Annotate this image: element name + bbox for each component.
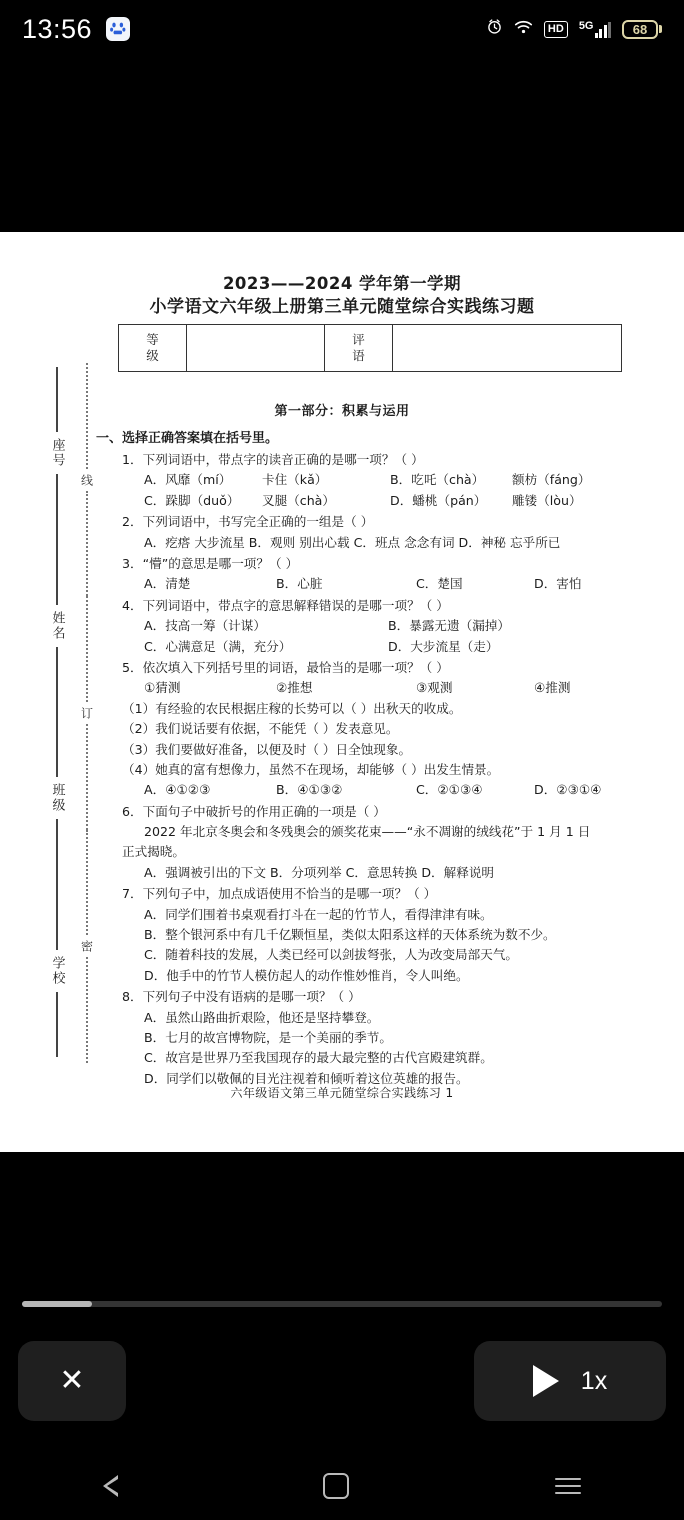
question-2-stem: 2．下列词语中，书写完全正确的一组是（ ） [122,514,374,530]
back-icon[interactable] [103,1475,118,1497]
grade-label-cell [119,325,187,371]
comment-label-char-1: 评 [352,332,365,348]
title-line-1: 2023——2024 学年第一学期 [222,274,462,293]
margin-label-school: 学校 [49,955,65,986]
question-body [96,428,660,1089]
section-heading: 一、选择正确答案填在括号里。 [96,431,279,446]
network-indicator [579,21,611,38]
question-3-option-c[interactable]: C．楚国 [416,576,463,592]
question-1-option-b2[interactable]: 额枋（fáng） [512,472,591,488]
question-3-option-d[interactable]: D．害怕 [534,576,582,592]
question-1 [100,450,660,511]
battery-level: 68 [622,20,658,39]
question-7 [100,884,660,986]
question-8-stem: 8．下列句子中没有语病的是哪一项？（ ） [122,989,361,1005]
question-5-word-4: ④推测 [534,680,571,696]
question-5-sub-2[interactable]: （2）我们说话要有依据，不能凭（ ）发表意见。 [122,721,399,737]
question-4-options-row-2 [100,637,660,657]
question-1-option-d2[interactable]: 雕镂（lòu） [512,492,582,508]
worksheet-title [0,232,684,320]
status-clock: 13:56 [22,13,93,44]
question-5-option-b[interactable]: B．④①③② [276,782,343,798]
question-7-option-b[interactable]: B．整个银河系中有几千亿颗恒星，类似太阳系这样的天体系统为数不少。 [144,927,556,943]
status-bar-left [22,14,130,45]
margin-label-class: 班级 [49,783,65,814]
seal-label-line: 线 [79,473,94,486]
question-6-stem: 6．下面句子中破折号的作用正确的一项是（ ） [122,803,386,819]
alarm-icon [486,18,503,40]
question-5-sub-3[interactable]: （3）我们要做好准备，以便及时（ ）日全蚀现象。 [122,741,412,757]
question-1-option-b[interactable]: B．吃吒（chà） [390,472,485,488]
question-8 [100,987,660,1089]
battery-indicator [622,20,662,39]
question-5-option-c[interactable]: C．②①③④ [416,782,483,798]
question-1-option-d[interactable]: D．蟠桃（pán） [390,492,487,508]
margin-field-school [48,885,67,1058]
baidu-icon [106,17,130,41]
seal-label-bind: 订 [79,707,94,719]
question-3-options [100,574,660,594]
question-8-option-d[interactable]: D．同学们以敬佩的目光注视着和倾听着这位英雄的报告。 [144,1070,469,1086]
question-3 [100,554,660,595]
question-5-word-bank [100,678,660,698]
question-7-option-d[interactable]: D．他手中的竹节人模仿起人的动作惟妙惟肖，令人叫绝。 [144,967,469,983]
question-1-stem: 1．下列词语中，带点字的读音正确的是哪一项？（ ） [122,452,424,468]
question-1-option-a[interactable]: A．风靡（mí） [144,472,232,488]
margin-field-labels [46,367,68,1057]
grade-comment-table [118,324,622,372]
question-5 [100,658,660,801]
margin-seal-column [28,367,94,1057]
question-4-option-c[interactable]: C．心满意足（满，充分） [144,638,292,654]
question-8-option-a[interactable]: A．虽然山路曲折艰险，他还是坚持攀登。 [144,1009,380,1025]
network-label: 5G [578,19,594,32]
question-5-option-a[interactable]: A．④①②③ [144,782,211,798]
signal-bars-icon [595,22,612,38]
play-icon[interactable] [533,1365,559,1397]
hd-icon: HD [544,21,568,38]
margin-field-name [48,540,67,713]
question-8-option-b[interactable]: B．七月的故宫博物院，是一个美丽的季节。 [144,1029,392,1045]
title-line-2: 小学语文六年级上册第三单元随堂综合实践练习题 [149,297,535,318]
question-4 [100,596,660,657]
question-7-option-c[interactable]: C．随着科技的发展，人类已经可以剑拔弩张，人为改变局部天气。 [144,947,519,963]
question-1-options-row-1 [100,470,660,490]
question-6-options[interactable]: A．强调被引出的下文 B．分项列举 C．意思转换 D．解释说明 [144,864,495,880]
question-6-passage-line-2: 正式揭晓。 [122,844,185,860]
question-1-options-row-2 [100,491,660,511]
grade-label-char-1: 等 [146,332,159,348]
margin-field-class [48,712,67,885]
question-2-options[interactable]: A．疙瘩 大步流星 B．观则 别出心载 C．班点 念念有词 D．神秘 忘乎所已 [144,534,561,550]
question-5-sub-4[interactable]: （4）她真的富有想像力，虽然不在现场，却能够（ ）出发生情景。 [122,761,500,777]
question-7-option-a[interactable]: A．同学们围着书桌观看打斗在一起的竹节人，看得津津有味。 [144,906,493,922]
question-1-option-c2[interactable]: 叉腿（chà） [262,492,335,508]
question-3-stem: 3．“懵”的意思是哪一项？（ ） [122,556,299,571]
seal-dotted-line [80,363,94,1063]
question-5-sub-1[interactable]: （1）有经验的农民根据庄稼的长势可以（ ）出秋天的收成。 [122,700,462,716]
margin-field-seat [48,367,67,540]
progress-bar-fill [22,1301,92,1307]
question-4-option-d[interactable]: D．大步流星（走） [388,638,499,654]
status-bar-right [486,18,662,40]
question-6-passage-line-1: 2022 年北京冬奥会和冬残奥会的颁奖花束——“永不凋谢的绒线花”于 1 月 1 日 [144,824,591,840]
status-bar [0,0,684,58]
close-button[interactable] [18,1341,126,1421]
document-page[interactable] [0,232,684,1152]
question-5-word-2: ②推想 [276,680,313,696]
battery-cap-icon [659,25,662,33]
margin-label-seat: 座号 [49,438,65,469]
question-4-stem: 4．下列词语中，带点字的意思解释错误的是哪一项？（ ） [122,597,449,613]
menu-icon[interactable] [555,1478,581,1494]
question-4-option-a[interactable]: A．技高一筹（计谋） [144,618,266,634]
comment-value-cell[interactable] [393,325,621,371]
comment-label-cell [325,325,393,371]
android-nav-bar [0,1452,684,1520]
question-5-option-d[interactable]: D．②③①④ [534,782,602,798]
speed-label[interactable]: 1x [580,1366,608,1395]
question-4-options-row-1 [100,616,660,636]
question-1-option-c[interactable]: C．跺脚（duǒ） [144,492,240,508]
margin-label-name: 姓名 [49,610,65,641]
seal-label-seal: 密 [79,940,94,953]
comment-label-char-2: 语 [352,348,365,363]
close-icon: ✕ [59,1364,85,1397]
question-2 [100,512,660,553]
question-3-option-a[interactable]: A．清楚 [144,576,191,592]
question-6 [100,802,660,884]
question-7-stem: 7．下列句子中，加点成语使用不恰当的是哪一项？（ ） [122,886,437,902]
part-heading: 第一部分：积累与运用 [274,404,410,419]
question-5-word-3: ③观测 [416,680,453,696]
question-8-option-c[interactable]: C．故宫是世界乃至我国现存的最大最完整的古代宫殿建筑群。 [144,1050,493,1066]
page-footer: 六年级语文第三单元随堂综合实践练习 1 [230,1086,454,1100]
question-3-option-b[interactable]: B．心脏 [276,576,323,592]
question-5-options [100,780,660,800]
question-1-option-a2[interactable]: 卡住（kǎ） [262,472,328,488]
question-5-stem: 5．依次填入下列括号里的词语，最恰当的是哪一项？（ ） [122,659,449,675]
question-5-word-1: ①猜测 [144,680,181,696]
progress-bar[interactable] [22,1301,662,1307]
grade-label-char-2: 级 [146,348,159,363]
question-4-option-b[interactable]: B．暴露无遗（漏掉） [388,618,510,634]
play-speed-control[interactable] [474,1341,666,1421]
home-icon[interactable] [323,1473,349,1499]
wifi-icon [514,19,533,40]
grade-value-cell[interactable] [187,325,325,371]
